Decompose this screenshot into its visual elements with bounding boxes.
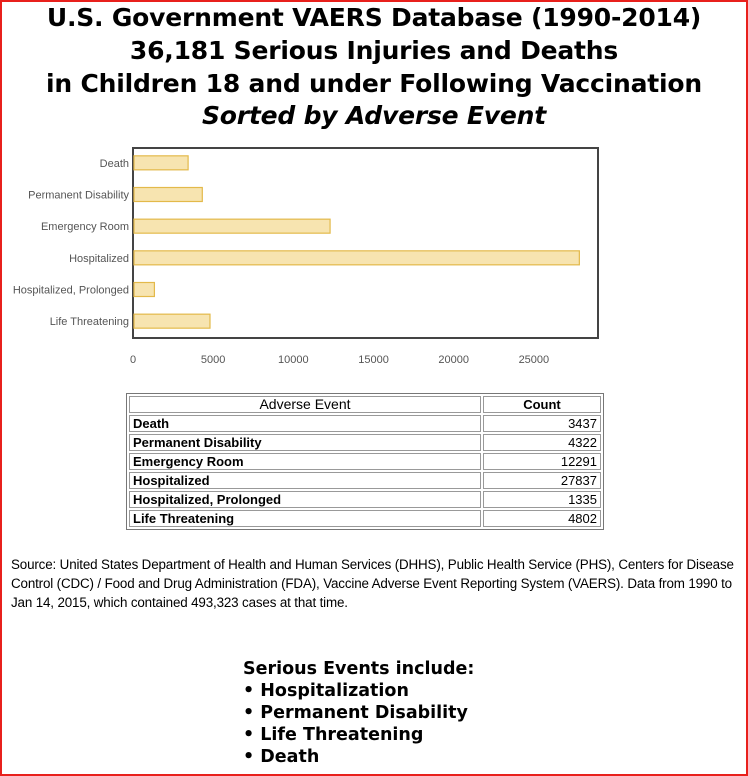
x-tick-label: 5000 [200,354,226,366]
list-item: • Hospitalization [243,680,474,702]
table-row [129,472,601,489]
row-event: Emergency Room [129,453,481,470]
table-row [129,491,601,508]
x-tick-label: 20000 [438,354,469,366]
serious-events-list [243,680,474,768]
bar-emergency-room [134,219,330,233]
category-label: Permanent Disability [28,189,129,202]
header-adverse-event: Adverse Event [129,396,481,413]
bar-death [134,156,188,170]
row-event: Hospitalized [129,472,481,489]
serious-events-box [243,658,474,768]
table-row [129,510,601,527]
row-event: Death [129,415,481,432]
row-event: Life Threatening [129,510,481,527]
list-item: • Death [243,746,474,768]
x-tick-label: 10000 [278,354,309,366]
row-count: 12291 [483,453,601,470]
bar-hospitalized [134,251,579,265]
category-label: Death [99,157,129,170]
list-item: • Permanent Disability [243,702,474,724]
bar-chart [0,140,748,370]
title-line-2: 36,181 Serious Injuries and Deaths [129,36,619,65]
serious-events-heading: Serious Events include: [243,659,475,679]
category-label: Hospitalized, Prolonged [12,284,129,297]
data-table [126,393,604,530]
row-count: 3437 [483,415,601,432]
title-line-3: in Children 18 and under Following Vaccination [46,69,702,98]
source-note: Source: United States Department of Health and Human Services (DHHS), Public Health Service (PHS), Centers for Disease Control (CDC) / Food and Drug Administration (FDA), Vaccine Adverse Event Reporting System (VAERS). Data from 1990 to Jan 14, 2015, which contained 493,323 cases at that time. [11,557,734,610]
table-header-row [129,396,601,413]
row-count: 4322 [483,434,601,451]
table-row [129,434,601,451]
bar-permanent-disability [134,188,202,202]
row-event: Permanent Disability [129,434,481,451]
plot-frame [133,148,598,338]
header-count: Count [483,396,601,413]
list-item: • Life Threatening [243,724,474,746]
row-event: Hospitalized, Prolonged [129,491,481,508]
category-label: Emergency Room [40,221,129,234]
x-tick-label: 0 [129,354,137,366]
x-tick-label: 25000 [518,354,550,366]
bar-hospitalized-prolonged [134,283,154,297]
row-count: 1335 [483,491,601,508]
category-label: Hospitalized [69,252,129,265]
row-count: 4802 [483,510,601,527]
title-line-4: Sorted by Adverse Event [202,101,546,130]
title-line-1: U.S. Government VAERS Database (1990-2014) [46,3,702,32]
category-label: Life Threatening [49,316,129,329]
row-count: 27837 [483,472,601,489]
bar-life-threatening [134,314,210,328]
table-row [129,415,601,432]
x-tick-label: 15000 [358,354,389,366]
table-row [129,453,601,470]
